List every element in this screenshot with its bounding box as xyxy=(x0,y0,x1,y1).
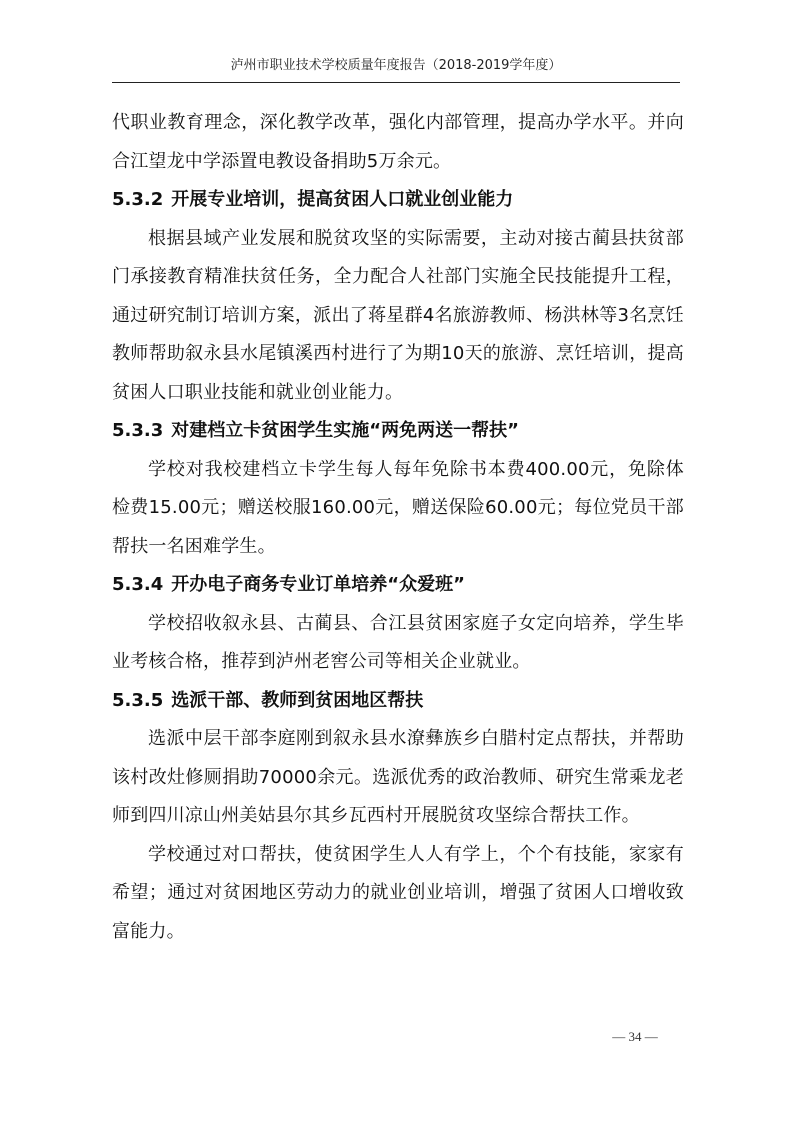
section-paragraph: 学校通过对口帮扶，使贫困学生人人有学上，个个有技能，家家有希望；通过对贫困地区劳动力的就业创业培训，增强了贫困人口增收致富能力。 xyxy=(112,843,684,942)
section-heading xyxy=(112,566,684,605)
section-5-3-5 xyxy=(112,682,684,952)
section-title: 选派干部、教师到贫困地区帮扶 xyxy=(171,689,424,711)
section-title: 开展专业培训，提高贫困人口就业创业能力 xyxy=(171,189,514,210)
section-5-3-3 xyxy=(112,412,684,566)
section-heading xyxy=(112,412,684,451)
section-title: 对建档立卡贫困学生实施“两免两送一帮扶” xyxy=(171,420,519,441)
document-body xyxy=(112,104,684,951)
section-5-3-4 xyxy=(112,566,684,682)
section-number: 5.3.2 xyxy=(112,189,164,210)
section-paragraph: 选派中层干部李庭刚到叙永县水潦彝族乡白腊村定点帮扶，并帮助该村改灶修厕捐助70000余元。选派优秀的政治教师、研究生常乘龙老师到四川凉山州美姑县尔其乡瓦西村开展脱贫攻坚综合帮扶工作。 xyxy=(112,728,684,826)
section-number: 5.3.4 xyxy=(112,574,164,595)
page-number: — 34 — xyxy=(612,1029,658,1044)
section-number: 5.3.3 xyxy=(112,420,164,441)
section-paragraph: 根据县域产业发展和脱贫攻坚的实际需要，主动对接古蔺县扶贫部门承接教育精准扶贫任务，全力配合人社部门实施全民技能提升工程，通过研究制订培训方案，派出了蒋星群4名旅游教师、杨洪林等3名烹饪教师帮助叙永县水尾镇溪西村进行了为期10天的旅游、烹饪培训，提高贫困人口职业技能和就业创业能力。 xyxy=(112,227,684,403)
section-heading xyxy=(112,181,684,220)
section-paragraph: 学校招收叙永县、古蔺县、合江县贫困家庭子女定向培养，学生毕业考核合格，推荐到泸州老窖公司等相关企业就业。 xyxy=(112,612,684,672)
intro-paragraph: 代职业教育理念，深化教学改革，强化内部管理，提高办学水平。并向合江望龙中学添置电教设备捐助5万余元。 xyxy=(112,112,684,172)
section-paragraph: 学校对我校建档立卡学生每人每年免除书本费400.00元，免除体检费15.00元；赠送校服160.00元，赠送保险60.00元；每位党员干部帮扶一名困难学生。 xyxy=(112,458,684,557)
report-title: 泸州市职业技术学校质量年度报告（2018-2019学年度） xyxy=(230,58,562,73)
section-number: 5.3.5 xyxy=(112,689,164,711)
section-5-3-2 xyxy=(112,181,684,412)
section-heading xyxy=(112,682,684,721)
section-title: 开办电子商务专业订单培养“众爱班” xyxy=(171,574,465,595)
page-header xyxy=(112,56,680,83)
